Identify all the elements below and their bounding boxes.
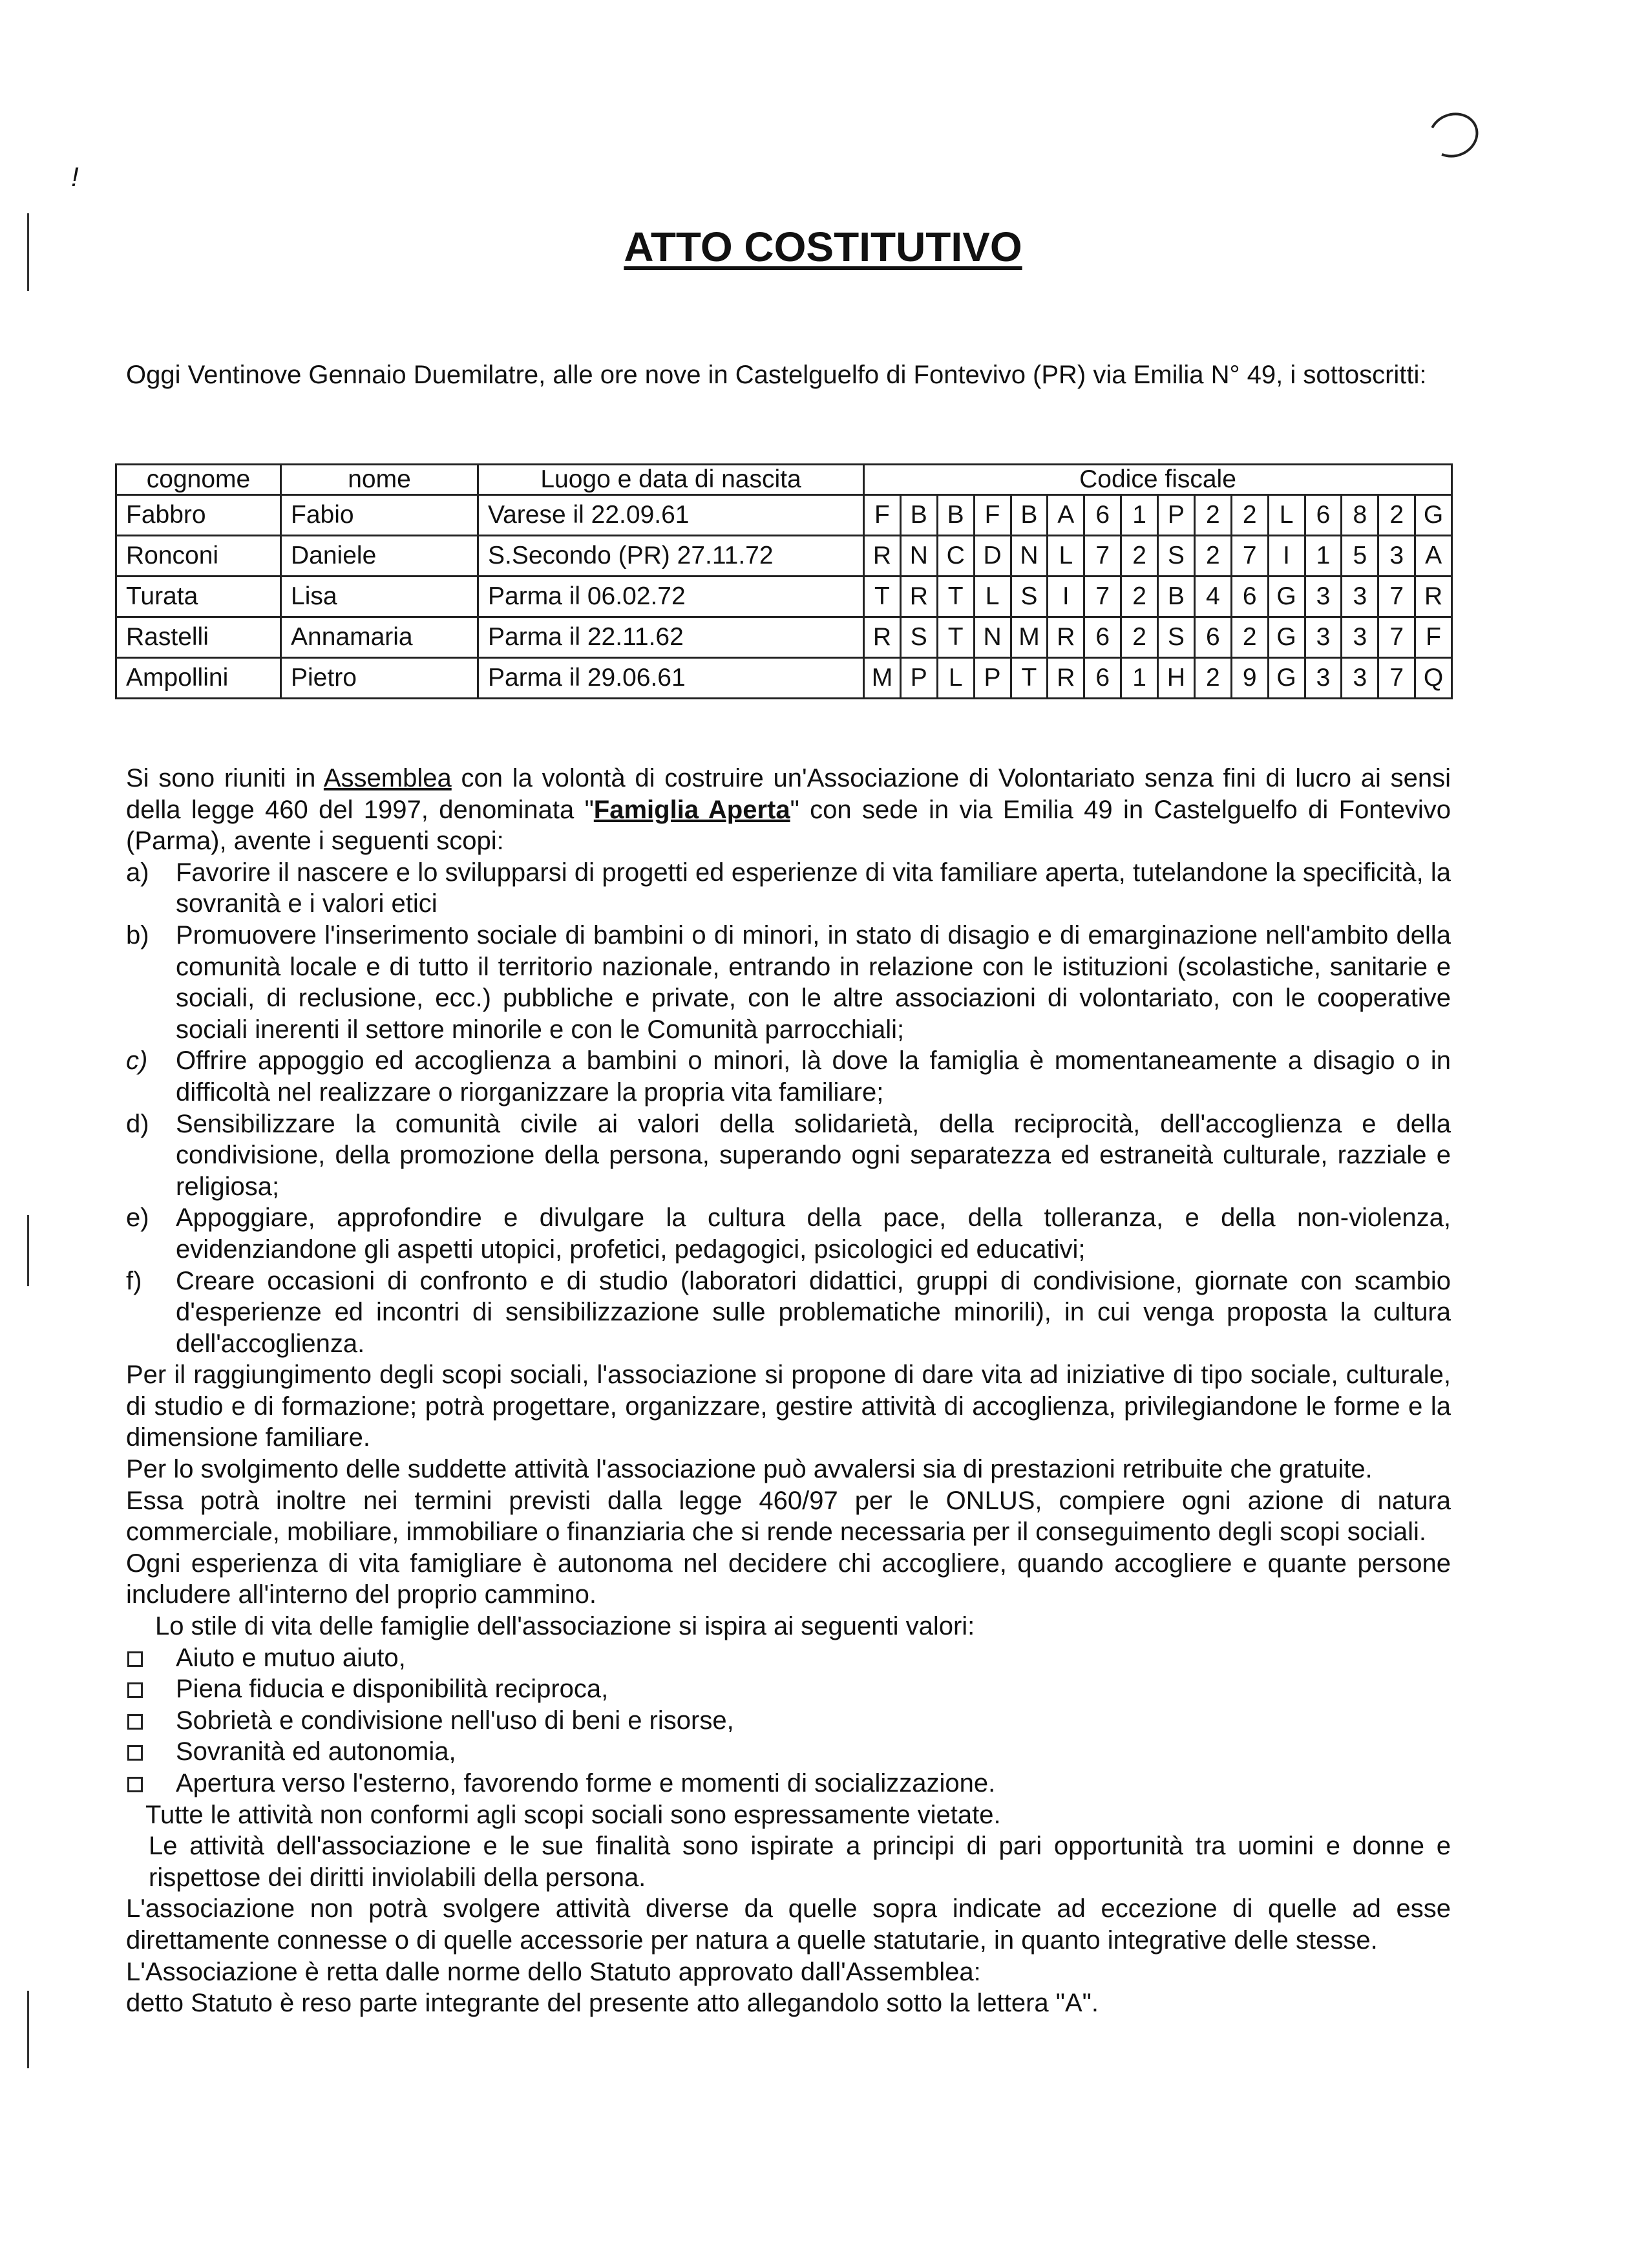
cell-codice-fiscale-char: 6 [1084,617,1121,658]
cell-nome: Lisa [281,577,478,617]
cell-codice-fiscale-char: 7 [1084,536,1121,577]
cell-codice-fiscale-char: 3 [1305,577,1342,617]
cell-codice-fiscale-char: 3 [1342,617,1378,658]
value-text: Sovranità ed autonomia, [176,1737,456,1766]
paragraph: Per lo svolgimento delle suddette attività l'associazione può avvalersi sia di prestazioni retribuite che gratuite. [126,1455,1373,1484]
cell-codice-fiscale-char: S [1011,577,1048,617]
table-row [116,577,1452,617]
cell-codice-fiscale-char: L [937,658,974,699]
header-nome: nome [281,465,478,495]
cell-codice-fiscale-char: R [900,577,937,617]
cell-codice-fiscale-char: N [1011,536,1048,577]
cell-cognome: Rastelli [116,617,281,658]
cell-codice-fiscale-char: T [937,577,974,617]
cell-codice-fiscale-char: B [1158,577,1195,617]
header-cognome: cognome [116,465,281,495]
cell-codice-fiscale-char: 6 [1305,495,1342,536]
paragraph: Tutte le attività non conformi agli scopi sociali sono espressamente vietate. [145,1800,1001,1829]
cell-codice-fiscale-char: S [1158,536,1195,577]
cell-codice-fiscale-char: 2 [1231,617,1268,658]
cell-nome: Fabio [281,495,478,536]
cell-codice-fiscale-char: P [974,658,1011,699]
document-title: ATTO COSTITUTIVO [624,224,1022,270]
value-item [126,1642,1451,1674]
cell-codice-fiscale-char: 3 [1342,658,1378,699]
paragraph: Le attività dell'associazione e le sue finalità sono ispirate a principi di pari opportunità tra uomini e donne e rispettose dei diritti inviolabili della persona. [149,1832,1451,1892]
table-row [116,617,1452,658]
cell-codice-fiscale-char: 1 [1121,658,1158,699]
purpose-text: Appoggiare, approfondire e divulgare la cultura della pace, della tolleranza, e della non-violenza, evidenziandone gli aspetti utopici, profetici, pedagogici, psicologici ed educativi; [176,1203,1451,1264]
cell-cognome: Turata [116,577,281,617]
paragraph: L'associazione non potrà svolgere attività diverse da quelle sopra indicate ad eccezione di quelle ad esse direttamente connesse o di quelle accessorie per natura a quelle statutarie, in quanto integrative delle stesse. [126,1894,1451,1955]
cell-codice-fiscale-char: G [1268,577,1305,617]
cell-nascita: S.Secondo (PR) 27.11.72 [478,536,864,577]
cell-nascita: Varese il 22.09.61 [478,495,864,536]
cell-codice-fiscale-char: B [1011,495,1048,536]
purpose-item [126,1266,1451,1360]
cell-codice-fiscale-char: 7 [1231,536,1268,577]
checkbox-bullet-icon [127,1651,143,1667]
pen-mark: ! [71,162,79,192]
cell-codice-fiscale-char: 5 [1342,536,1378,577]
purpose-text: Favorire il nascere e lo svilupparsi di progetti ed esperienze di vita familiare aperta, tutelandone la specificità, la sovranità e i valori etici [176,858,1451,918]
purpose-text: Sensibilizzare la comunità civile ai valori della solidarietà, della reciprocità, dell'accoglienza e della condivisione, della promozione della persona, superando ogni separatezza ed estraneità culturale, razziale e religiosa; [176,1109,1451,1201]
value-item [126,1736,1451,1768]
cell-codice-fiscale-char: B [900,495,937,536]
margin-pen-mark [27,1215,29,1286]
margin-pen-mark [27,1991,29,2068]
cell-codice-fiscale-char: T [864,577,901,617]
cell-codice-fiscale-char: F [864,495,901,536]
cell-codice-fiscale-char: H [1158,658,1195,699]
cell-codice-fiscale-char: F [974,495,1011,536]
cell-codice-fiscale-char: 7 [1378,658,1415,699]
cell-codice-fiscale-char: I [1268,536,1305,577]
cell-cognome: Ronconi [116,536,281,577]
cell-codice-fiscale-char: 3 [1305,658,1342,699]
table-row [116,536,1452,577]
table-row [116,658,1452,699]
purpose-item [126,1108,1451,1203]
cell-nascita: Parma il 29.06.61 [478,658,864,699]
paragraph: Per il raggiungimento degli scopi sociali, l'associazione si propone di dare vita ad iniziative di tipo sociale, culturale, di studio e di formazione; potrà progettare, organizzare, gestire attività di accoglienza, privilegiandone le forme e la dimensione familiare. [126,1361,1451,1452]
purpose-item [126,1045,1451,1108]
cell-codice-fiscale-char: R [1048,658,1084,699]
pen-circle-mark [1422,106,1485,165]
association-name: Famiglia Aperta [593,795,790,824]
cell-codice-fiscale-char: C [937,536,974,577]
cell-codice-fiscale-char: 2 [1194,536,1231,577]
assembly-paragraph: Si sono riuniti in Assemblea con la volontà di costruire un'Associazione di Volontariato senza fini di lucro ai sensi della legge 460 del 1997, denominata "Famiglia Aperta" con sede in via Emilia 49 in Castelguelfo di Fontevivo (Parma), avente i seguenti scopi: [126,764,1451,856]
cell-codice-fiscale-char: A [1048,495,1084,536]
cell-codice-fiscale-char: B [937,495,974,536]
purpose-letter: c) [126,1046,148,1076]
cell-codice-fiscale-char: 7 [1084,577,1121,617]
cell-codice-fiscale-char: R [1048,617,1084,658]
cell-codice-fiscale-char: P [900,658,937,699]
purposes-list [126,857,1451,1360]
paragraph: Lo stile di vita delle famiglie dell'associazione si ispira ai seguenti valori: [155,1612,975,1641]
cell-codice-fiscale-char: 3 [1378,536,1415,577]
cell-codice-fiscale-char: 7 [1378,617,1415,658]
value-text: Apertura verso l'esterno, favorendo forme e momenti di socializzazione. [176,1769,996,1797]
purpose-text: Creare occasioni di confronto e di studio (laboratori didattici, gruppi di condivisione, giornate con scambio d'esperienze ed incontri di sensibilizzazione sulle problematiche minorili), in cui venga proposta la cultura dell'accoglienza. [176,1266,1451,1358]
cell-codice-fiscale-char: 2 [1231,495,1268,536]
cell-codice-fiscale-char: M [864,658,901,699]
cell-nascita: Parma il 22.11.62 [478,617,864,658]
intro-paragraph: Oggi Ventinove Gennaio Duemilatre, alle ore nove in Castelguelfo di Fontevivo (PR) via Emilia N° 49, i sottoscritti: [126,361,1427,389]
cell-codice-fiscale-char: 9 [1231,658,1268,699]
cell-codice-fiscale-char: G [1268,617,1305,658]
cell-codice-fiscale-char: M [1011,617,1048,658]
cell-codice-fiscale-char: 2 [1194,658,1231,699]
cell-codice-fiscale-char: 2 [1378,495,1415,536]
header-luogo-data: Luogo e data di nascita [478,465,864,495]
cell-codice-fiscale-char: T [937,617,974,658]
purpose-text: Offrire appoggio ed accoglienza a bambini o minori, là dove la famiglia è momentaneamente a disagio o in difficoltà nel realizzare o riorganizzare la propria vita familiare; [176,1046,1451,1107]
paragraph: L'Associazione è retta dalle norme dello Statuto approvato dall'Assemblea: [126,1957,981,1986]
table-header-row [116,465,1452,495]
cell-codice-fiscale-char: 2 [1121,577,1158,617]
checkbox-bullet-icon [127,1714,143,1730]
purpose-letter: b) [126,920,149,949]
purpose-item [126,1202,1451,1265]
cell-nome: Annamaria [281,617,478,658]
purpose-item [126,857,1451,920]
cell-codice-fiscale-char: 6 [1084,495,1121,536]
cell-codice-fiscale-char: T [1011,658,1048,699]
value-item [126,1768,1451,1799]
cell-codice-fiscale-char: L [974,577,1011,617]
cell-codice-fiscale-char: 6 [1084,658,1121,699]
purpose-letter: e) [126,1203,149,1233]
checkbox-bullet-icon [127,1682,143,1698]
value-item [126,1705,1451,1737]
cell-codice-fiscale-char: S [1158,617,1195,658]
members-table [115,463,1453,699]
paragraph: Essa potrà inoltre nei termini previsti dalla legge 460/97 per le ONLUS, compiere ogni azione di natura commerciale, mobiliare, immobiliare o finanziaria che si rende necessaria per il conseguimento degli scopi sociali. [126,1486,1451,1547]
cell-nascita: Parma il 06.02.72 [478,577,864,617]
cell-codice-fiscale-char: F [1415,617,1452,658]
cell-codice-fiscale-char: 3 [1342,577,1378,617]
assemblea-underlined: Assemblea [323,764,452,792]
cell-codice-fiscale-char: 6 [1194,617,1231,658]
cell-codice-fiscale-char: L [1048,536,1084,577]
value-item [126,1673,1451,1705]
cell-codice-fiscale-char: G [1415,495,1452,536]
value-text: Piena fiducia e disponibilità reciproca, [176,1675,609,1704]
value-text: Sobrietà e condivisione nell'uso di beni e risorse, [176,1706,734,1735]
document-body [126,763,1451,2019]
cell-codice-fiscale-char: N [900,536,937,577]
cell-codice-fiscale-char: P [1158,495,1195,536]
cell-cognome: Ampollini [116,658,281,699]
cell-codice-fiscale-char: 8 [1342,495,1378,536]
cell-codice-fiscale-char: Q [1415,658,1452,699]
cell-codice-fiscale-char: R [1415,577,1452,617]
cell-nome: Pietro [281,658,478,699]
cell-codice-fiscale-char: 2 [1121,617,1158,658]
cell-codice-fiscale-char: R [864,617,901,658]
checkbox-bullet-icon [127,1745,143,1761]
cell-cognome: Fabbro [116,495,281,536]
table-row [116,495,1452,536]
purpose-text: Promuovere l'inserimento sociale di bambini o di minori, in stato di disagio e di emarginazione nell'ambito della comunità locale e di tutto il territorio nazionale, entrando in relazione con le istituzioni (scolastiche, sanitarie e sociali, di reclusione, ecc.) pubbliche e private, con le altre associazioni di volontariato, con le cooperative sociali inerenti il settore minorile e con le Comunità parrocchiali; [176,920,1451,1044]
purpose-letter: d) [126,1109,149,1138]
values-list [126,1642,1451,1799]
cell-codice-fiscale-char: I [1048,577,1084,617]
purpose-item [126,920,1451,1045]
cell-codice-fiscale-char: 2 [1194,495,1231,536]
cell-nome: Daniele [281,536,478,577]
cell-codice-fiscale-char: G [1268,658,1305,699]
header-codice-fiscale: Codice fiscale [864,465,1452,495]
cell-codice-fiscale-char: 2 [1121,536,1158,577]
purpose-letter: f) [126,1266,142,1295]
cell-codice-fiscale-char: 6 [1231,577,1268,617]
cell-codice-fiscale-char: 1 [1305,536,1342,577]
paragraph: detto Statuto è reso parte integrante del presente atto allegandolo sotto la lettera "A". [126,1989,1099,2018]
cell-codice-fiscale-char: R [864,536,901,577]
checkbox-bullet-icon [127,1777,143,1792]
cell-codice-fiscale-char: 3 [1305,617,1342,658]
cell-codice-fiscale-char: A [1415,536,1452,577]
cell-codice-fiscale-char: D [974,536,1011,577]
cell-codice-fiscale-char: 4 [1194,577,1231,617]
cell-codice-fiscale-char: N [974,617,1011,658]
paragraph: Ogni esperienza di vita famigliare è autonoma nel decidere chi accogliere, quando accogliere e quante persone includere all'interno del proprio cammino. [126,1549,1451,1609]
cell-codice-fiscale-char: 7 [1378,577,1415,617]
cell-codice-fiscale-char: S [900,617,937,658]
cell-codice-fiscale-char: L [1268,495,1305,536]
cell-codice-fiscale-char: 1 [1121,495,1158,536]
value-text: Aiuto e mutuo aiuto, [176,1643,406,1672]
purpose-letter: a) [126,858,149,887]
